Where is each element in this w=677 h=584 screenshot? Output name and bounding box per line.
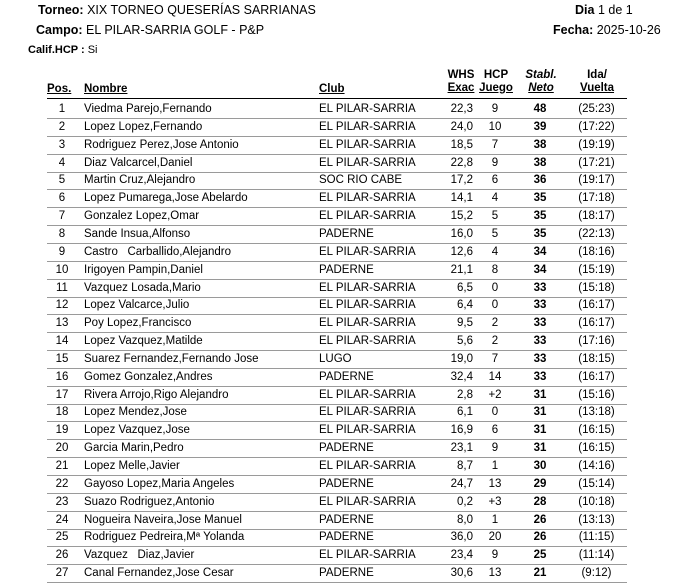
row-stableford-neto: 38 (533, 138, 547, 151)
row-club: EL PILAR-SARRIA (319, 245, 416, 258)
calif-value: Si (87, 44, 98, 56)
row-player-name: Gayoso Lopez,Maria Angeles (84, 477, 235, 490)
row-position: 25 (55, 531, 69, 544)
fecha-value: 2025-10-26 (596, 23, 661, 37)
dia-label: Dia (575, 3, 595, 17)
row-stableford-neto: 30 (533, 460, 547, 472)
col-hcp (478, 69, 514, 95)
row-hcp-juego: 0 (491, 299, 499, 312)
row-club: EL PILAR-SARRIA (319, 103, 416, 115)
row-player-name: Irigoyen Pampin,Daniel (84, 263, 203, 276)
row-player-name: Nogueira Naveira,Jose Manuel (84, 513, 242, 526)
row-club: EL PILAR-SARRIA (319, 317, 416, 330)
table-row (47, 100, 627, 119)
row-club: EL PILAR-SARRIA (319, 406, 416, 419)
row-club: PADERNE (319, 442, 374, 455)
row-club: PADERNE (319, 227, 374, 240)
row-whs-exact: 23,1 (450, 442, 473, 455)
row-player-name: Sande Insua,Alfonso (84, 227, 191, 240)
table-row (47, 279, 627, 298)
row-club: PADERNE (319, 370, 374, 383)
row-stableford-neto: 31 (533, 424, 547, 437)
row-stableford-neto: 35 (533, 210, 547, 223)
row-ida-vuelta: (9:12) (581, 567, 612, 580)
row-hcp-juego: 4 (491, 192, 499, 205)
col-whs-line1: WHS (447, 69, 475, 81)
row-player-name: Lopez Mendez,Jose (84, 406, 187, 419)
row-position: 6 (58, 192, 66, 205)
row-club: PADERNE (319, 477, 374, 490)
torneo-value: XIX TORNEO QUESERÍAS SARRIANAS (87, 3, 316, 17)
row-stableford-neto: 33 (533, 370, 547, 383)
row-whs-exact: 30,6 (450, 567, 473, 580)
row-position: 27 (55, 567, 69, 580)
row-whs-exact: 12,6 (450, 245, 473, 258)
row-ida-vuelta: (22:13) (578, 227, 615, 240)
row-club: EL PILAR-SARRIA (319, 210, 416, 223)
col-hcp-line1: HCP (483, 69, 509, 81)
row-stableford-neto: 28 (533, 495, 547, 508)
row-hcp-juego: 2 (491, 335, 499, 348)
table-row (47, 439, 627, 458)
row-position: 24 (55, 513, 69, 526)
row-whs-exact: 2,8 (457, 388, 473, 401)
row-hcp-juego: 9 (491, 549, 499, 562)
row-ida-vuelta: (11:15) (578, 531, 615, 544)
row-ida-vuelta: (17:16) (578, 335, 615, 348)
row-player-name: Martin Cruz,Alejandro (84, 174, 196, 187)
row-whs-exact: 17,2 (450, 174, 473, 187)
row-club: EL PILAR-SARRIA (319, 549, 416, 562)
row-player-name: Lopez Vazquez,Jose (84, 424, 190, 437)
row-whs-exact: 16,9 (450, 424, 473, 437)
row-club: EL PILAR-SARRIA (319, 460, 416, 472)
row-player-name: Gonzalez Lopez,Omar (84, 210, 200, 223)
table-row (47, 403, 627, 422)
row-position: 20 (55, 442, 69, 455)
table-row (47, 189, 627, 208)
table-row (47, 546, 627, 565)
row-position: 22 (55, 477, 69, 490)
row-whs-exact: 22,8 (450, 156, 473, 169)
row-position: 15 (55, 352, 69, 365)
row-position: 26 (55, 549, 69, 562)
table-row (47, 243, 627, 262)
table-row (47, 118, 627, 137)
table-row (47, 261, 627, 280)
row-player-name: Rodriguez Pedreira,Mª Yolanda (84, 531, 245, 544)
table-row (47, 154, 627, 173)
fecha-label: Fecha: (553, 23, 594, 37)
row-stableford-neto: 31 (533, 406, 547, 419)
row-club: PADERNE (319, 531, 374, 544)
row-stableford-neto: 34 (533, 245, 547, 258)
row-club: EL PILAR-SARRIA (319, 156, 416, 169)
row-stableford-neto: 33 (533, 317, 547, 330)
table-row (47, 225, 627, 244)
row-hcp-juego: 10 (488, 120, 502, 133)
row-ida-vuelta: (18:15) (578, 352, 615, 365)
table-row (47, 475, 627, 494)
row-club: EL PILAR-SARRIA (319, 120, 416, 133)
row-club: EL PILAR-SARRIA (319, 138, 416, 151)
col-nombre: Nombre (84, 83, 128, 95)
row-player-name: Lopez Pumarega,Jose Abelardo (84, 192, 248, 205)
row-hcp-juego: 7 (491, 352, 499, 365)
row-hcp-juego: 0 (491, 281, 499, 294)
row-player-name: Canal Fernandez,Jose Cesar (84, 567, 234, 580)
row-position: 7 (58, 210, 66, 223)
row-club: EL PILAR-SARRIA (319, 192, 416, 205)
row-hcp-juego: 9 (491, 156, 499, 169)
col-stabl-line1: Stabl. (525, 69, 557, 81)
row-whs-exact: 5,6 (457, 335, 473, 348)
row-stableford-neto: 36 (533, 174, 547, 187)
row-stableford-neto: 26 (533, 531, 547, 544)
row-hcp-juego: 5 (491, 210, 499, 223)
table-row (47, 171, 627, 190)
row-stableford-neto: 33 (533, 299, 547, 312)
campo-value: EL PILAR-SARRIA GOLF - P&P (86, 23, 265, 37)
table-row (47, 368, 627, 387)
row-whs-exact: 19,0 (450, 352, 473, 365)
row-club: EL PILAR-SARRIA (319, 495, 416, 508)
row-stableford-neto: 39 (533, 120, 547, 133)
row-position: 19 (55, 424, 69, 437)
table-row (47, 386, 627, 405)
row-player-name: Lopez Melle,Javier (84, 460, 180, 472)
calif-line (28, 44, 97, 56)
row-stableford-neto: 31 (533, 442, 547, 455)
row-player-name: Castro Carballido,Alejandro (84, 245, 232, 258)
col-ida-line2: Vuelta (579, 82, 615, 94)
row-player-name: Lopez Lopez,Fernando (84, 120, 203, 133)
row-position: 14 (55, 335, 69, 348)
row-position: 2 (58, 120, 66, 133)
row-position: 23 (55, 495, 69, 508)
row-player-name: Rodriguez Perez,Jose Antonio (84, 138, 239, 151)
row-position: 1 (58, 103, 66, 115)
table-row (47, 296, 627, 315)
row-ida-vuelta: (13:13) (578, 513, 615, 526)
row-player-name: Gomez Gonzalez,Andres (84, 370, 213, 383)
row-ida-vuelta: (15:14) (578, 477, 615, 490)
row-player-name: Suazo Rodriguez,Antonio (84, 495, 215, 508)
row-whs-exact: 32,4 (450, 370, 473, 383)
row-position: 5 (58, 174, 66, 187)
row-position: 17 (55, 388, 69, 401)
dia-line (575, 3, 633, 17)
col-ida-vuelta (567, 69, 627, 95)
row-stableford-neto: 33 (533, 281, 547, 294)
row-whs-exact: 23,4 (450, 549, 473, 562)
row-hcp-juego: 2 (491, 317, 499, 330)
row-hcp-juego: 0 (491, 406, 499, 419)
row-ida-vuelta: (16:15) (578, 424, 615, 437)
row-stableford-neto: 33 (533, 335, 547, 348)
col-stabl (521, 69, 561, 95)
row-whs-exact: 36,0 (450, 531, 473, 544)
row-hcp-juego: 1 (491, 513, 499, 526)
torneo-label: Torneo: (38, 3, 84, 17)
row-club: LUGO (319, 352, 352, 365)
row-ida-vuelta: (15:16) (578, 388, 615, 401)
row-stableford-neto: 31 (533, 388, 547, 401)
row-player-name: Suarez Fernandez,Fernando Jose (84, 352, 259, 365)
row-ida-vuelta: (17:22) (578, 120, 615, 133)
row-hcp-juego: 9 (491, 442, 499, 455)
row-ida-vuelta: (10:18) (578, 495, 615, 508)
row-hcp-juego: +2 (488, 388, 502, 401)
row-ida-vuelta: (15:18) (578, 281, 615, 294)
calif-label: Calif.HCP : (28, 44, 85, 56)
row-player-name: Poy Lopez,Francisco (84, 317, 192, 330)
row-player-name: Garcia Marin,Pedro (84, 442, 184, 455)
col-whs (443, 69, 479, 95)
col-hcp-line2: Juego (479, 82, 513, 94)
row-ida-vuelta: (17:18) (578, 192, 615, 205)
col-ida-line1: Ida/ (587, 69, 607, 81)
row-hcp-juego: 4 (491, 245, 499, 258)
torneo-line (38, 3, 316, 17)
row-ida-vuelta: (16:15) (578, 442, 615, 455)
row-position: 13 (55, 317, 69, 330)
row-ida-vuelta: (16:17) (578, 370, 615, 383)
row-ida-vuelta: (15:19) (578, 263, 615, 276)
row-hcp-juego: 8 (491, 263, 499, 276)
row-ida-vuelta: (11:14) (578, 549, 615, 562)
col-whs-line2: Exac (447, 82, 475, 94)
row-club: SOC RIO CABE (319, 174, 403, 187)
row-stableford-neto: 21 (533, 567, 547, 580)
campo-line (36, 23, 264, 37)
row-hcp-juego: 6 (491, 424, 499, 437)
row-club: EL PILAR-SARRIA (319, 335, 416, 348)
row-position: 21 (55, 460, 69, 472)
row-club: PADERNE (319, 513, 374, 526)
row-ida-vuelta: (25:23) (578, 103, 615, 115)
row-whs-exact: 6,5 (457, 281, 473, 294)
table-row (47, 421, 627, 440)
row-hcp-juego: 9 (491, 103, 499, 115)
row-position: 8 (58, 227, 66, 240)
row-stableford-neto: 25 (533, 549, 547, 562)
row-position: 4 (58, 156, 66, 169)
table-row (47, 528, 627, 547)
row-whs-exact: 18,5 (450, 138, 473, 151)
row-hcp-juego: 13 (488, 567, 502, 580)
row-whs-exact: 24,0 (450, 120, 473, 133)
row-hcp-juego: 1 (491, 460, 499, 472)
row-ida-vuelta: (19:19) (578, 138, 615, 151)
row-club: EL PILAR-SARRIA (319, 388, 416, 401)
campo-label: Campo: (36, 23, 83, 37)
col-stabl-line2: Neto (528, 82, 554, 94)
row-club: EL PILAR-SARRIA (319, 299, 416, 312)
row-hcp-juego: 6 (491, 174, 499, 187)
row-player-name: Vazquez Losada,Mario (84, 281, 201, 294)
row-stableford-neto: 35 (533, 227, 547, 240)
row-whs-exact: 6,1 (457, 406, 473, 419)
row-whs-exact: 0,2 (457, 495, 473, 508)
row-whs-exact: 15,2 (450, 210, 473, 223)
row-whs-exact: 14,1 (450, 192, 473, 205)
table-row (47, 350, 627, 369)
row-position: 18 (55, 406, 69, 419)
row-position: 12 (55, 299, 69, 312)
row-ida-vuelta: (18:16) (578, 245, 615, 258)
col-club: Club (319, 83, 345, 95)
row-stableford-neto: 29 (533, 477, 547, 490)
row-player-name: Viedma Parejo,Fernando (84, 103, 212, 115)
row-position: 9 (58, 245, 66, 258)
row-ida-vuelta: (17:21) (578, 156, 615, 169)
row-ida-vuelta: (18:17) (578, 210, 615, 223)
table-row (47, 511, 627, 530)
row-stableford-neto: 48 (533, 103, 547, 115)
col-pos: Pos. (47, 83, 72, 95)
row-club: PADERNE (319, 263, 374, 276)
row-ida-vuelta: (19:17) (578, 174, 615, 187)
row-stableford-neto: 35 (533, 192, 547, 205)
row-whs-exact: 8,0 (457, 513, 473, 526)
row-hcp-juego: 5 (491, 227, 499, 240)
row-position: 10 (55, 263, 69, 276)
row-ida-vuelta: (16:17) (578, 299, 615, 312)
row-club: PADERNE (319, 567, 374, 580)
row-hcp-juego: 7 (491, 138, 499, 151)
table-row (47, 207, 627, 226)
row-ida-vuelta: (16:17) (578, 317, 615, 330)
row-position: 11 (56, 281, 68, 294)
row-whs-exact: 16,0 (450, 227, 473, 240)
row-ida-vuelta: (13:18) (578, 406, 615, 419)
row-player-name: Diaz Valcarcel,Daniel (84, 156, 193, 169)
row-ida-vuelta: (14:16) (578, 460, 615, 472)
table-row (47, 457, 627, 476)
row-position: 3 (58, 138, 66, 151)
row-stableford-neto: 34 (533, 263, 547, 276)
row-whs-exact: 24,7 (450, 477, 473, 490)
row-whs-exact: 21,1 (450, 263, 473, 276)
row-club: EL PILAR-SARRIA (319, 424, 416, 437)
row-stableford-neto: 33 (533, 352, 547, 365)
table-row (47, 493, 627, 512)
row-club: EL PILAR-SARRIA (319, 281, 416, 294)
row-stableford-neto: 38 (533, 156, 547, 169)
table-row (47, 332, 627, 351)
table-row (47, 314, 627, 333)
dia-value: 1 de 1 (597, 3, 633, 17)
row-whs-exact: 22,3 (450, 103, 473, 115)
row-hcp-juego: 20 (488, 531, 502, 544)
table-row (47, 564, 627, 583)
header-rule (47, 98, 627, 99)
row-position: 16 (55, 370, 69, 383)
row-hcp-juego: 13 (488, 477, 502, 490)
row-player-name: Lopez Valcarce,Julio (84, 299, 190, 312)
row-whs-exact: 8,7 (457, 460, 473, 472)
row-player-name: Vazquez Diaz,Javier (84, 549, 195, 562)
row-stableford-neto: 26 (533, 513, 547, 526)
row-whs-exact: 6,4 (457, 299, 473, 312)
row-hcp-juego: +3 (488, 495, 502, 508)
row-hcp-juego: 14 (488, 370, 502, 383)
row-whs-exact: 9,5 (457, 317, 473, 330)
row-player-name: Lopez Vazquez,Matilde (84, 335, 203, 348)
row-player-name: Rivera Arrojo,Rigo Alejandro (84, 388, 229, 401)
fecha-line (553, 23, 661, 37)
table-row (47, 136, 627, 155)
